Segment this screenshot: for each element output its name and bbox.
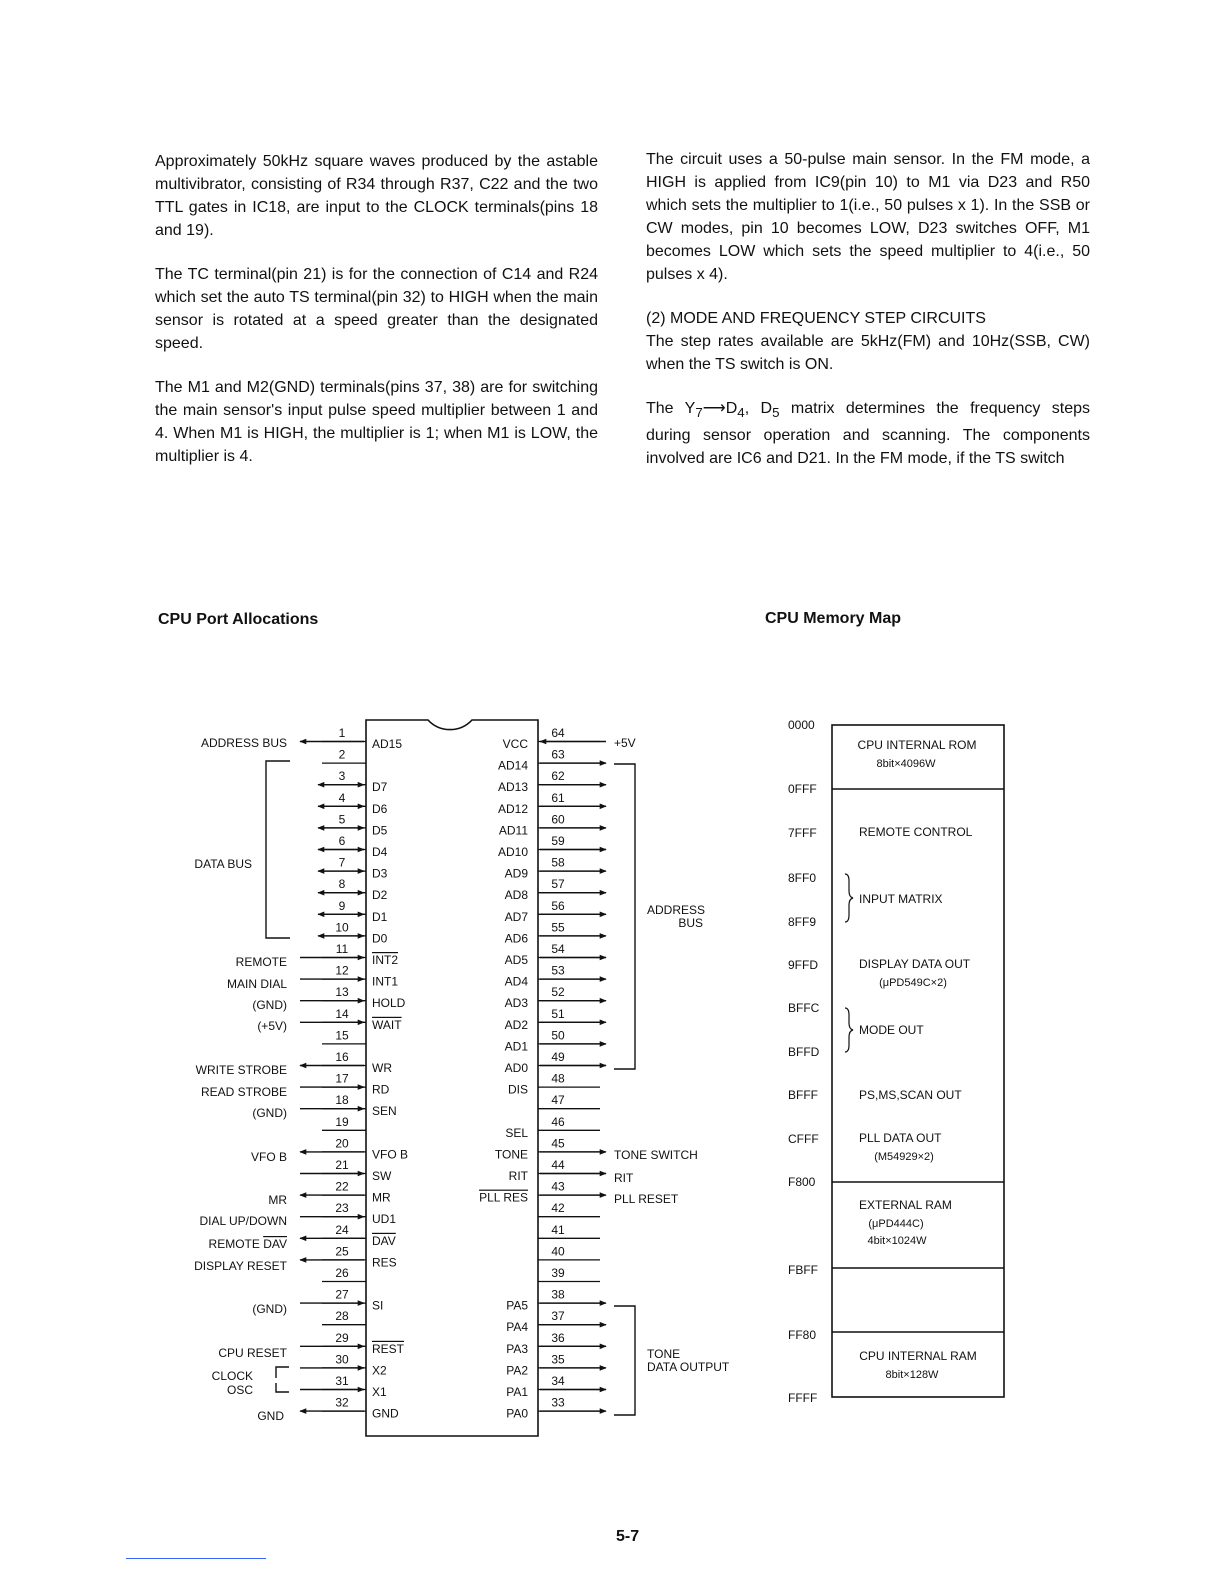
pll-data-label: PLL DATA OUT bbox=[859, 1131, 942, 1145]
pin-signal: REST bbox=[372, 1341, 405, 1356]
dial-updown-label: DIAL UP/DOWN bbox=[199, 1214, 287, 1228]
data-output-label: DATA OUTPUT bbox=[647, 1360, 730, 1374]
mr-label: MR bbox=[268, 1193, 287, 1207]
pin-number: 46 bbox=[551, 1114, 565, 1129]
remote-dav-label bbox=[209, 1237, 287, 1251]
pin-signal: SI bbox=[372, 1298, 384, 1313]
cpu-rom-size: 8bit×4096W bbox=[876, 758, 936, 770]
pin-number: 14 bbox=[335, 1006, 349, 1021]
pin-number: 15 bbox=[335, 1028, 349, 1043]
dav-overline-text: DAV bbox=[263, 1237, 287, 1251]
bus-label: BUS bbox=[678, 916, 703, 930]
left-pin-group bbox=[322, 726, 408, 1421]
pin-signal: AD10 bbox=[497, 845, 528, 859]
matrix-text-b: D bbox=[725, 400, 738, 417]
main-dial-label: MAIN DIAL bbox=[226, 977, 287, 991]
pin-signal: AD11 bbox=[498, 823, 528, 838]
cpu-rom-label: CPU INTERNAL ROM bbox=[857, 738, 977, 752]
pin-signal: SEN bbox=[372, 1104, 397, 1119]
pin-signal: UD1 bbox=[372, 1212, 397, 1227]
pin-number: 24 bbox=[335, 1222, 349, 1237]
pin-number: 50 bbox=[551, 1028, 565, 1043]
pin-number: 4 bbox=[338, 790, 346, 805]
pin-signal: D7 bbox=[372, 780, 388, 795]
remote-control-label: REMOTE CONTROL bbox=[859, 825, 973, 839]
gnd-label: GND bbox=[257, 1409, 284, 1423]
subscript: 5 bbox=[772, 405, 780, 421]
pin-number: 63 bbox=[551, 747, 565, 762]
pin-number: 61 bbox=[551, 790, 565, 805]
remote-dav-text: REMOTE bbox=[208, 1237, 264, 1251]
read-strobe-label: READ STROBE bbox=[200, 1085, 287, 1099]
input-matrix-label: INPUT MATRIX bbox=[859, 892, 943, 906]
pin-signal: INT2 bbox=[372, 953, 399, 967]
pin-signal: DAV bbox=[372, 1233, 396, 1248]
pll-reset-label: PLL RESET bbox=[614, 1192, 679, 1206]
paragraph: The circuit uses a 50-pulse main sensor. In the FM mode, a HIGH is applied from IC9(pin 10) to M1 via D23 and R50 which sets the multiplier to 1(i.e., 50 pulses x 1). In the SSB or CW modes, pin 10 becomes LOW, D23 switches OFF, M1 becomes LOW which sets the speed multiplier to 4(i.e., 50 pulses x 4). bbox=[646, 151, 1090, 283]
page-number: 5-7 bbox=[616, 1528, 640, 1545]
pin-signal: AD1 bbox=[504, 1039, 528, 1054]
pin-signal: AD0 bbox=[504, 1061, 528, 1075]
pin-signal: PA3 bbox=[506, 1341, 528, 1356]
pin-number: 53 bbox=[551, 963, 565, 978]
pin-signal: X2 bbox=[372, 1363, 387, 1378]
address-label: ADDRESS bbox=[647, 903, 706, 917]
pin-number: 59 bbox=[551, 834, 565, 848]
pin-number: 17 bbox=[335, 1071, 349, 1086]
pin-number: 34 bbox=[551, 1374, 565, 1388]
memory-address: CFFF bbox=[788, 1132, 819, 1146]
pin-number: 56 bbox=[551, 898, 565, 913]
tone-label: TONE bbox=[647, 1347, 681, 1361]
paragraph: The step rates available are 5kHz(FM) and 10Hz(SSB, CW) when the TS switch is ON. bbox=[646, 333, 1090, 373]
right-pin-group bbox=[479, 726, 600, 1421]
memory-map bbox=[788, 718, 1004, 1405]
write-strobe-label: WRITE STROBE bbox=[195, 1063, 287, 1077]
pin-number: 3 bbox=[338, 769, 346, 784]
pin-signal: PLL RES bbox=[479, 1190, 528, 1205]
vfo-b-label: VFO B bbox=[250, 1150, 287, 1164]
matrix-text-a: The Y bbox=[646, 400, 696, 417]
pin-signal: VCC bbox=[502, 737, 528, 751]
pin-number: 10 bbox=[335, 920, 349, 935]
pin-signal: VFO B bbox=[372, 1147, 409, 1162]
pin-signal: MR bbox=[372, 1190, 391, 1205]
pin-signal: D1 bbox=[372, 909, 388, 924]
memory-address: FF80 bbox=[788, 1328, 817, 1342]
pin-number: 8 bbox=[338, 877, 346, 892]
pin-number: 19 bbox=[335, 1114, 349, 1129]
ps-ms-scan-label: PS,MS,SCAN OUT bbox=[859, 1088, 962, 1102]
pin-signal: AD14 bbox=[497, 758, 528, 773]
external-ram-label: EXTERNAL RAM bbox=[859, 1198, 952, 1212]
pin-number: 40 bbox=[551, 1244, 565, 1259]
pin-number: 7 bbox=[338, 855, 346, 870]
pin-number: 11 bbox=[335, 942, 349, 956]
right-signal-wires bbox=[540, 742, 606, 1412]
clock-label: CLOCK bbox=[211, 1369, 253, 1383]
pin-number: 58 bbox=[551, 855, 565, 870]
pin-number: 45 bbox=[551, 1136, 565, 1151]
pin-number: 22 bbox=[335, 1179, 349, 1194]
pin-signal: AD4 bbox=[504, 974, 528, 989]
pll-data-chip: (M54929×2) bbox=[874, 1151, 934, 1163]
memory-address: 9FFD bbox=[788, 958, 818, 972]
paragraph: Approximately 50kHz square waves produced by the astable multivibrator, consisting of R34 through R37, C22 and the two TTL gates in IC18, are input to the CLOCK terminals(pins 18 and 19). bbox=[155, 153, 598, 239]
section-heading: (2) MODE AND FREQUENCY STEP CIRCUITS bbox=[646, 310, 986, 327]
pin-number: 12 bbox=[335, 963, 349, 978]
gnd-label: (GND) bbox=[252, 1106, 287, 1120]
paragraph: The M1 and M2(GND) terminals(pins 37, 38) are for switching the main sensor's input pulse speed multiplier between 1 and 4. When M1 is HIGH, the multiplier is 1; when M1 is LOW, the multiplier is 4. bbox=[155, 379, 598, 465]
memory-address: 0000 bbox=[788, 718, 815, 732]
pin-number: 52 bbox=[551, 985, 565, 1000]
pin-signal: RD bbox=[372, 1082, 390, 1097]
memory-address: 8FF0 bbox=[788, 871, 817, 885]
pin-signal: X1 bbox=[372, 1385, 387, 1399]
pin-number: 51 bbox=[551, 1006, 565, 1021]
cpu-ram-size: 8bit×128W bbox=[885, 1369, 939, 1381]
pin-signal: D0 bbox=[372, 931, 388, 946]
rit-label: RIT bbox=[614, 1171, 634, 1185]
pin-number: 29 bbox=[335, 1330, 349, 1345]
pin-signal: D6 bbox=[372, 801, 388, 816]
pin-number: 64 bbox=[551, 726, 565, 740]
port-allocations-caption: CPU Port Allocations bbox=[158, 611, 319, 628]
pin-signal: AD7 bbox=[504, 909, 528, 924]
pin-number: 28 bbox=[335, 1309, 349, 1324]
plus5v-label: (+5V) bbox=[257, 1019, 287, 1033]
pin-signal: WR bbox=[372, 1061, 392, 1075]
tone-switch-label: TONE SWITCH bbox=[614, 1148, 698, 1162]
pin-number: 35 bbox=[551, 1352, 565, 1367]
pin-number: 49 bbox=[551, 1050, 565, 1064]
cpu-reset-label: CPU RESET bbox=[218, 1346, 287, 1360]
matrix-text-d: matrix determines the frequency steps during sensor operation and scanning. The components involved are IC6 and D21. In the FM mode, if the TS switch bbox=[646, 400, 1090, 468]
subscript: 7 bbox=[695, 405, 703, 421]
pin-number: 47 bbox=[551, 1093, 565, 1108]
pin-signal: D3 bbox=[372, 866, 388, 881]
pin-number: 9 bbox=[338, 898, 346, 913]
pin-signal: PA1 bbox=[506, 1385, 528, 1399]
plus5v-label: +5V bbox=[614, 736, 636, 750]
pin-number: 43 bbox=[551, 1179, 565, 1194]
pin-number: 32 bbox=[335, 1395, 349, 1410]
pin-signal: PA2 bbox=[506, 1363, 528, 1378]
pin-number: 13 bbox=[335, 985, 349, 1000]
memory-address: F800 bbox=[788, 1175, 816, 1189]
memory-address: 7FFF bbox=[788, 826, 817, 840]
pin-number: 39 bbox=[551, 1266, 565, 1280]
memory-map-caption: CPU Memory Map bbox=[765, 610, 902, 627]
paragraph: The TC terminal(pin 21) is for the connection of C14 and R24 which set the auto TS terminal(pin 32) to HIGH when the main sensor is rotated at a speed greater than the designated speed. bbox=[155, 266, 598, 352]
pin-signal: RIT bbox=[508, 1169, 528, 1183]
pin-number: 31 bbox=[335, 1374, 349, 1388]
pin-number: 27 bbox=[335, 1287, 349, 1302]
cpu-ram-label: CPU INTERNAL RAM bbox=[859, 1349, 977, 1363]
memory-address: BFFC bbox=[788, 1001, 820, 1015]
remote-label: REMOTE bbox=[235, 955, 287, 969]
pin-signal: AD13 bbox=[497, 780, 528, 795]
pin-signal: AD9 bbox=[504, 866, 528, 881]
pin-number: 55 bbox=[551, 920, 565, 935]
pin-number: 54 bbox=[551, 942, 565, 956]
pin-number: 21 bbox=[335, 1158, 349, 1172]
pin-signal: AD6 bbox=[504, 931, 528, 946]
pin-signal: TONE bbox=[494, 1147, 528, 1162]
memory-address: FFFF bbox=[788, 1391, 818, 1405]
display-data-label: DISPLAY DATA OUT bbox=[859, 957, 971, 971]
pin-signal: PA4 bbox=[506, 1320, 528, 1335]
pin-signal: AD3 bbox=[504, 996, 528, 1011]
pin-signal: SW bbox=[372, 1169, 392, 1183]
pin-number: 30 bbox=[335, 1352, 349, 1367]
pin-number: 33 bbox=[551, 1395, 565, 1410]
display-reset-label: DISPLAY RESET bbox=[194, 1259, 287, 1273]
pin-signal: WAIT bbox=[372, 1017, 402, 1032]
pin-number: 48 bbox=[551, 1071, 565, 1086]
memory-address: FBFF bbox=[788, 1263, 818, 1277]
pin-number: 6 bbox=[338, 834, 346, 848]
pin-signal: AD15 bbox=[372, 737, 403, 751]
pin-signal: RES bbox=[372, 1255, 397, 1270]
gnd-label: (GND) bbox=[252, 1302, 287, 1316]
pin-signal: PA0 bbox=[506, 1406, 528, 1421]
pin-signal: AD5 bbox=[504, 953, 528, 967]
external-ram-chip: (μPD444C) bbox=[868, 1218, 924, 1230]
pin-number: 60 bbox=[551, 812, 565, 827]
pin-signal: PA5 bbox=[506, 1298, 528, 1313]
pin-number: 37 bbox=[551, 1309, 565, 1324]
pin-signal: D5 bbox=[372, 823, 388, 838]
pin-signal: AD12 bbox=[497, 801, 528, 816]
pin-signal: AD8 bbox=[504, 888, 528, 903]
pin-number: 1 bbox=[338, 726, 346, 740]
pin-number: 42 bbox=[551, 1201, 565, 1216]
pin-number: 16 bbox=[335, 1050, 349, 1064]
mode-out-label: MODE OUT bbox=[859, 1023, 924, 1037]
pin-signal: AD2 bbox=[504, 1017, 528, 1032]
pin-number: 2 bbox=[338, 747, 346, 762]
pin-number: 44 bbox=[551, 1158, 565, 1172]
pin-number: 18 bbox=[335, 1093, 349, 1108]
data-bus-label: DATA BUS bbox=[194, 857, 252, 871]
pin-number: 23 bbox=[335, 1201, 349, 1216]
pin-number: 57 bbox=[551, 877, 565, 892]
memory-address: BFFF bbox=[788, 1088, 818, 1102]
pin-number: 25 bbox=[335, 1244, 349, 1259]
left-signal-wires bbox=[300, 742, 364, 1412]
pin-number: 20 bbox=[335, 1136, 349, 1151]
gnd-label: (GND) bbox=[252, 998, 287, 1012]
pin-signal: HOLD bbox=[372, 996, 406, 1011]
pin-signal: SEL bbox=[505, 1125, 528, 1140]
pin-number: 62 bbox=[551, 769, 565, 784]
external-ram-size: 4bit×1024W bbox=[867, 1235, 927, 1247]
osc-label: OSC bbox=[226, 1383, 253, 1397]
pin-number: 26 bbox=[335, 1266, 349, 1280]
pin-number: 5 bbox=[338, 812, 346, 827]
right-brackets bbox=[614, 764, 635, 1415]
pin-signal: D4 bbox=[372, 845, 388, 859]
pin-number: 38 bbox=[551, 1287, 565, 1302]
footer-rule bbox=[126, 1558, 266, 1559]
arrow-glyph: ⟶ bbox=[702, 400, 726, 417]
address-bus-label: ADDRESS BUS bbox=[200, 736, 287, 750]
pin-signal: GND bbox=[372, 1406, 399, 1421]
pin-signal: INT1 bbox=[372, 974, 399, 989]
pin-number: 41 bbox=[551, 1222, 565, 1237]
pin-signal: D2 bbox=[372, 888, 388, 903]
matrix-text-c: , D bbox=[744, 400, 773, 417]
pin-signal: DIS bbox=[507, 1082, 528, 1097]
display-data-chip: (μPD549C×2) bbox=[879, 977, 947, 989]
memory-address: 0FFF bbox=[788, 782, 817, 796]
memory-address: 8FF9 bbox=[788, 915, 817, 929]
subscript: 4 bbox=[737, 405, 745, 421]
pin-number: 36 bbox=[551, 1330, 565, 1345]
memory-address: BFFD bbox=[788, 1045, 820, 1059]
